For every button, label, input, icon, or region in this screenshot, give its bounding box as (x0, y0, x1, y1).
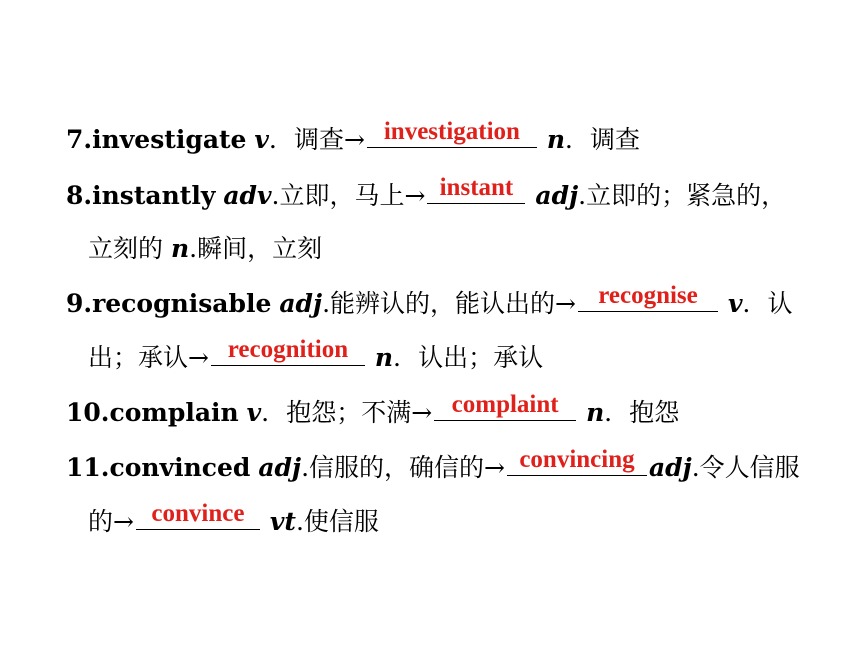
answer-text: instant (439, 174, 514, 201)
gloss: ．认 (742, 289, 793, 318)
item-11-continuation (88, 500, 379, 538)
part-of-speech: n (586, 398, 605, 427)
gloss: .使信服 (295, 507, 379, 536)
part-of-speech: adj (648, 453, 692, 482)
gloss: 立刻的 (88, 234, 171, 263)
item-10-line (66, 391, 680, 429)
part-of-speech: n (546, 125, 566, 154)
part-of-speech: v (246, 398, 262, 427)
part-of-speech: n (374, 343, 394, 372)
answer-blank[interactable] (136, 500, 260, 530)
answer-blank[interactable] (578, 282, 718, 312)
answer-text: recognition (227, 336, 349, 363)
item-number: 10. (66, 398, 110, 427)
item-8-line (66, 174, 787, 212)
answer-blank[interactable] (507, 446, 647, 476)
item-9-line (66, 282, 793, 320)
gloss: ．抱怨；不满→ (261, 398, 433, 427)
item-number: 7. (66, 125, 93, 154)
part-of-speech: vt (269, 507, 296, 536)
gloss: 的→ (88, 507, 134, 536)
gloss: .立即，马上→ (271, 181, 426, 210)
gloss: .立即的；紧急的， (578, 181, 787, 210)
gloss: ．抱怨 (604, 398, 680, 427)
answer-text: convincing (519, 446, 635, 473)
answer-text: recognise (598, 282, 698, 309)
answer-blank[interactable] (367, 118, 537, 148)
gloss: ．认出；承认 (393, 343, 544, 372)
headword: investigate (92, 125, 247, 154)
item-8-continuation (88, 233, 322, 265)
item-11-line (66, 446, 800, 484)
gloss: .信服的，确信的→ (301, 453, 505, 482)
part-of-speech: adj (258, 453, 302, 482)
gloss: .瞬间，立刻 (189, 234, 323, 263)
answer-text: convince (151, 500, 245, 527)
gloss: 出；承认→ (88, 343, 209, 372)
part-of-speech: adv (223, 181, 272, 210)
headword: complain (109, 398, 239, 427)
part-of-speech: v (254, 125, 269, 154)
headword: instantly (92, 181, 216, 210)
part-of-speech: adj (279, 289, 323, 318)
answer-blank[interactable] (434, 391, 576, 421)
part-of-speech: adj (535, 181, 579, 210)
part-of-speech: n (170, 234, 190, 263)
answer-blank[interactable] (211, 336, 365, 366)
item-number: 11. (66, 453, 110, 482)
item-number: 8. (66, 181, 93, 210)
part-of-speech: v (727, 289, 743, 318)
item-9-continuation (88, 336, 544, 374)
gloss: ．调查→ (268, 125, 365, 154)
answer-blank[interactable] (427, 174, 525, 204)
headword: convinced (109, 453, 251, 482)
answer-text: investigation (383, 118, 520, 145)
headword: recognisable (92, 289, 272, 318)
answer-text: complaint (451, 391, 559, 418)
gloss: ．调查 (565, 125, 641, 154)
gloss: .令人信服 (691, 453, 800, 482)
item-number: 9. (66, 289, 93, 318)
item-7-line (66, 118, 641, 156)
gloss: .能辨认的，能认出的→ (322, 289, 576, 318)
